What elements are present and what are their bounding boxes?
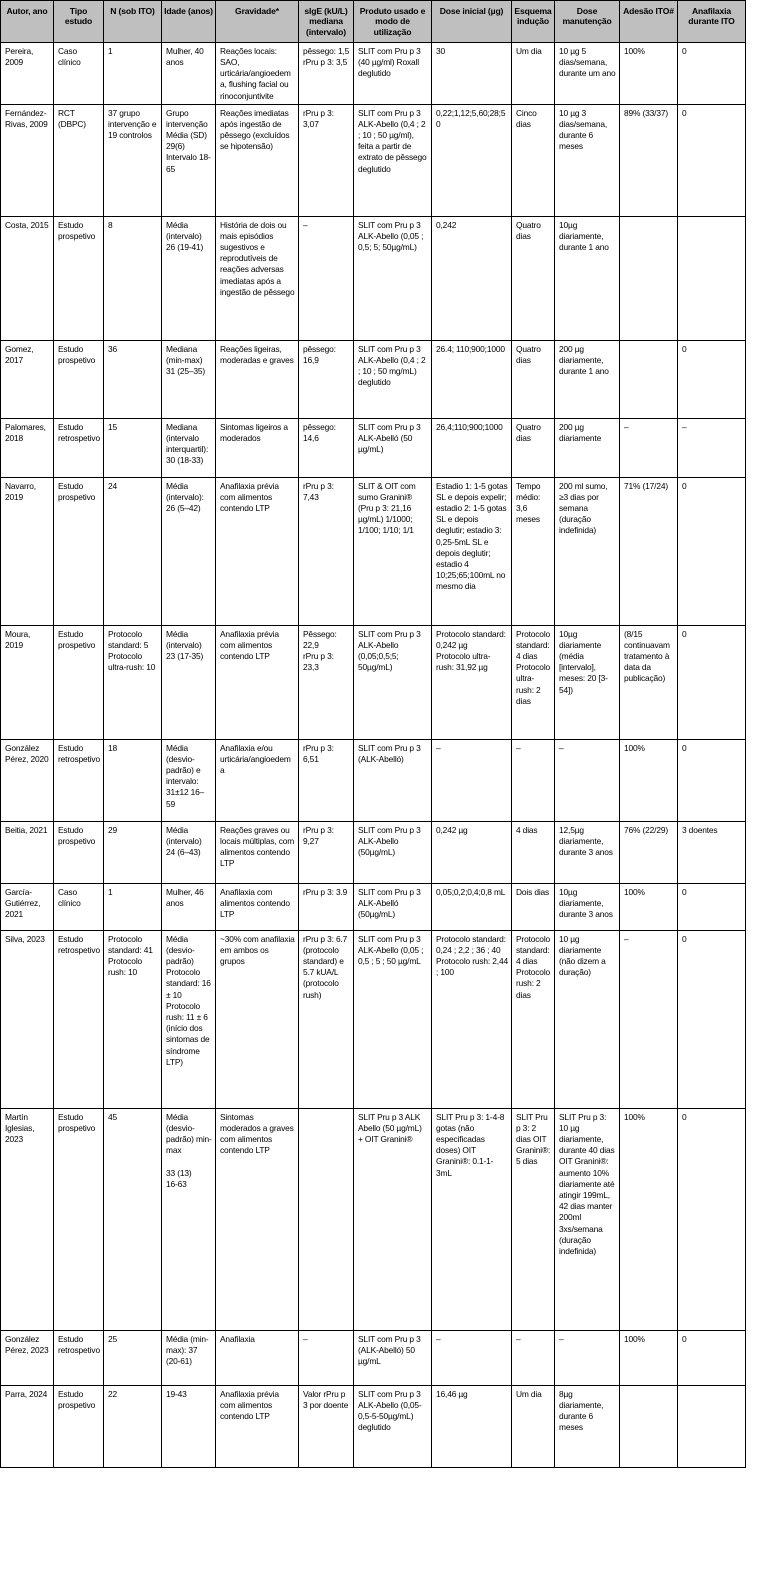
- table-cell: Parra, 2024: [1, 1385, 54, 1467]
- table-cell: Palomares, 2018: [1, 418, 54, 477]
- table-cell: História de dois ou mais episódios sugestivos e reprodutíveis de reações adversas imediatas após a ingestão de pêssego: [216, 216, 299, 340]
- table-cell: 24: [104, 477, 162, 625]
- table-cell: rPru p 3: 3.9: [299, 883, 354, 930]
- column-header: Produto usado e modo de utilização: [354, 1, 432, 43]
- table-cell: –: [620, 418, 678, 477]
- table-cell: Mediana (intervalo interquartil): 30 (18-33): [162, 418, 216, 477]
- table-cell: 0: [678, 739, 746, 821]
- column-header: Adesão ITO#: [620, 1, 678, 43]
- table-cell: Média (desvio-padrão) min-max 33 (13) 16-63: [162, 1108, 216, 1330]
- table-cell: 37 grupo intervenção e 19 controlos: [104, 104, 162, 216]
- table-cell: SLIT Pru p 3: 2 dias OIT Granini®: 5 dias: [512, 1108, 555, 1330]
- table-cell: –: [299, 216, 354, 340]
- table-cell: 10µg diariamente, durante 3 anos: [555, 883, 620, 930]
- table-cell: Gomez, 2017: [1, 340, 54, 418]
- table-row: [1, 1108, 746, 1330]
- table-cell: Valor rPru p 3 por doente: [299, 1385, 354, 1467]
- table-cell: SLIT com Pru p 3 ALK-Abello (0,05;0,5;5; 50µg/mL): [354, 625, 432, 739]
- table-cell: Fernández-Rivas, 2009: [1, 104, 54, 216]
- table-cell: 1: [104, 42, 162, 104]
- table-cell: 3 doentes: [678, 821, 746, 883]
- table-cell: Reações graves ou locais múltiplas, com alimentos contendo LTP: [216, 821, 299, 883]
- column-header: Esquema indução: [512, 1, 555, 43]
- table-cell: 10 µg diariamente (não dizem a duração): [555, 930, 620, 1108]
- table-cell: 76% (22/29): [620, 821, 678, 883]
- table-cell: SLIT Pru p 3: 1-4-8 gotas (não especificadas doses) OIT Granini®: 0.1-1-3mL: [432, 1108, 512, 1330]
- table-cell: rPru p 3: 6,51: [299, 739, 354, 821]
- table-cell: SLIT com Pru p 3 ALK-Abelló (50µg/mL): [354, 883, 432, 930]
- table-cell: 0: [678, 1330, 746, 1385]
- table-cell: Anafilaxia e/ou urticária/angioedema: [216, 739, 299, 821]
- table-cell: Estudo prospetivo: [54, 340, 104, 418]
- table-cell: –: [432, 1330, 512, 1385]
- table-cell: SLIT com Pru p 3 ALK-Abello (0,4 ; 2 ; 10 ; 50 mg/mL) deglutido: [354, 340, 432, 418]
- table-cell: SLIT com Pru p 3 (ALK-Abelló) 50 µg/mL: [354, 1330, 432, 1385]
- table-cell: Quatro dias: [512, 340, 555, 418]
- table-cell: Moura, 2019: [1, 625, 54, 739]
- table-cell: RCT (DBPC): [54, 104, 104, 216]
- table-cell: 71% (17/24): [620, 477, 678, 625]
- table-body: [1, 42, 746, 1467]
- table-cell: 4 dias: [512, 821, 555, 883]
- table-cell: Protocolo standard: 5 Protocolo ultra-rush: 10: [104, 625, 162, 739]
- column-header: Tipo estudo: [54, 1, 104, 43]
- table-row: [1, 477, 746, 625]
- table-cell: [620, 1385, 678, 1467]
- table-cell: Estudo prospetivo: [54, 477, 104, 625]
- table-row: [1, 930, 746, 1108]
- table-cell: (8/15 continuavam tratamento à data da publicação): [620, 625, 678, 739]
- table-cell: Protocolo standard: 0,242 µg Protocolo ultra-rush: 31,92 µg: [432, 625, 512, 739]
- table-cell: Anafilaxia prévia com alimentos contendo LTP: [216, 477, 299, 625]
- table-cell: 0,22;1,12;5,60;28;50: [432, 104, 512, 216]
- table-cell: 0: [678, 883, 746, 930]
- table-cell: 100%: [620, 739, 678, 821]
- table-cell: Pereira, 2009: [1, 42, 54, 104]
- table-cell: 0: [678, 930, 746, 1108]
- table-cell: 200 µg diariamente, durante 1 ano: [555, 340, 620, 418]
- column-header: sIgE (kU/L) mediana (intervalo): [299, 1, 354, 43]
- table-cell: 100%: [620, 1330, 678, 1385]
- table-row: [1, 883, 746, 930]
- table-cell: rPru p 3: 3,07: [299, 104, 354, 216]
- table-cell: Costa, 2015: [1, 216, 54, 340]
- table-cell: Grupo intervenção Média (SD) 29(6) Intervalo 18-65: [162, 104, 216, 216]
- table-cell: Mediana (min-max) 31 (25–35): [162, 340, 216, 418]
- column-header: Anafilaxia durante ITO: [678, 1, 746, 43]
- table-cell: 26.4; 110;900;1000: [432, 340, 512, 418]
- table-cell: 10 µg 5 dias/semana, durante um ano: [555, 42, 620, 104]
- table-row: [1, 104, 746, 216]
- table-cell: SLIT com Pru p 3 ALK-Abello (0,4 ; 2 ; 10 ; 50 µg/ml), feita a partir de extrato de pêssego deglutido: [354, 104, 432, 216]
- table-cell: 8: [104, 216, 162, 340]
- table-cell: Sintomas ligeiros a moderados: [216, 418, 299, 477]
- table-cell: Anafilaxia prévia com alimentos contendo LTP: [216, 1385, 299, 1467]
- table-cell: Estudo retrospetivo: [54, 930, 104, 1108]
- table-cell: Tempo médio: 3,6 meses: [512, 477, 555, 625]
- table-cell: –: [620, 930, 678, 1108]
- table-cell: 30: [432, 42, 512, 104]
- table-cell: 89% (33/37): [620, 104, 678, 216]
- table-cell: Anafilaxia: [216, 1330, 299, 1385]
- table-cell: rPru p 3: 6.7 (protocolo standard) e 5.7 kUA/L (protocolo rush): [299, 930, 354, 1108]
- table-cell: 100%: [620, 883, 678, 930]
- table-cell: 0: [678, 1108, 746, 1330]
- table-cell: Sintomas moderados a graves com alimentos contendo LTP: [216, 1108, 299, 1330]
- table-cell: [620, 216, 678, 340]
- table-cell: 200 ml sumo, ≥3 dias por semana (duração indefinida): [555, 477, 620, 625]
- table-row: [1, 739, 746, 821]
- table-cell: pêssego: 14,6: [299, 418, 354, 477]
- table-cell: 0,242 µg: [432, 821, 512, 883]
- table-cell: Estudo prospetivo: [54, 1108, 104, 1330]
- table-cell: Estudo prospetivo: [54, 625, 104, 739]
- table-cell: 10µg diariamente, durante 1 ano: [555, 216, 620, 340]
- table-cell: 36: [104, 340, 162, 418]
- table-cell: 19-43: [162, 1385, 216, 1467]
- table-cell: Protocolo standard: 4 dias Protocolo ultra-rush: 2 dias: [512, 625, 555, 739]
- table-cell: Estadio 1: 1-5 gotas SL e depois expelir; estadio 2: 1-5 gotas SL e depois deglutir; estadio 3: 0,25-5mL SL e depois deglutir; estadio 4 10;25;65;100mL no mesmo dia: [432, 477, 512, 625]
- table-cell: 25: [104, 1330, 162, 1385]
- table-cell: Caso clínico: [54, 42, 104, 104]
- table-cell: Anafilaxia prévia com alimentos contendo LTP: [216, 625, 299, 739]
- table-cell: SLIT com Pru p 3 ALK-Abello (0,05 ; 0,5 ; 5 ; 50 µg/mL: [354, 930, 432, 1108]
- table-row: [1, 1330, 746, 1385]
- table-cell: Quatro dias: [512, 418, 555, 477]
- table-row: [1, 625, 746, 739]
- table-cell: Silva, 2023: [1, 930, 54, 1108]
- table-cell: –: [432, 739, 512, 821]
- table-cell: Estudo retrospetivo: [54, 739, 104, 821]
- table-cell: SLIT Pru p 3 ALK Abello (50 µg/mL) + OIT Granini®: [354, 1108, 432, 1330]
- table-cell: Caso clínico: [54, 883, 104, 930]
- table-cell: [678, 216, 746, 340]
- table-cell: Reações ligeiras, moderadas e graves: [216, 340, 299, 418]
- table-row: [1, 418, 746, 477]
- column-header: Idade (anos): [162, 1, 216, 43]
- table-cell: Média (intervalo) 23 (17-35): [162, 625, 216, 739]
- table-cell: Média (min-max): 37 (20-61): [162, 1330, 216, 1385]
- table-cell: –: [555, 739, 620, 821]
- column-header: N (sob ITO): [104, 1, 162, 43]
- table-cell: 100%: [620, 42, 678, 104]
- table-row: [1, 340, 746, 418]
- table-cell: 0: [678, 340, 746, 418]
- table-cell: Mulher, 40 anos: [162, 42, 216, 104]
- table-cell: rPru p 3: 9,27: [299, 821, 354, 883]
- table-cell: Mulher, 46 anos: [162, 883, 216, 930]
- table-cell: Um dia: [512, 42, 555, 104]
- table-cell: 26,4;110;900;1000: [432, 418, 512, 477]
- table-cell: 45: [104, 1108, 162, 1330]
- table-cell: 1: [104, 883, 162, 930]
- table-cell: Estudo retrospetivo: [54, 1330, 104, 1385]
- table-cell: 12,5µg diariamente, durante 3 anos: [555, 821, 620, 883]
- table-cell: SLIT com Pru p 3 (ALK-Abelló): [354, 739, 432, 821]
- table-cell: 200 µg diariamente: [555, 418, 620, 477]
- table-cell: 29: [104, 821, 162, 883]
- table-cell: 0: [678, 625, 746, 739]
- table-cell: Média (desvio-padrão) Protocolo standard: 16 ± 10 Protocolo rush: 11 ± 6 (início dos sintomas de síndrome LTP): [162, 930, 216, 1108]
- table-cell: Média (intervalo) 24 (6–43): [162, 821, 216, 883]
- table-cell: –: [512, 1330, 555, 1385]
- table-cell: Média (desvio-padrão) e intervalo: 31±12 16–59: [162, 739, 216, 821]
- table-cell: 100%: [620, 1108, 678, 1330]
- table-cell: Estudo prospetivo: [54, 821, 104, 883]
- table-cell: 0: [678, 477, 746, 625]
- table-cell: Estudo prospetivo: [54, 1385, 104, 1467]
- table-cell: Beitia, 2021: [1, 821, 54, 883]
- column-header: Dose inicial (µg): [432, 1, 512, 43]
- table-cell: Estudo prospetivo: [54, 216, 104, 340]
- table-cell: –: [299, 1330, 354, 1385]
- table-cell: 16,46 µg: [432, 1385, 512, 1467]
- table-cell: [620, 340, 678, 418]
- table-cell: Reações imediatas após ingestão de pêssego (excluídos se hipotensão): [216, 104, 299, 216]
- table-cell: SLIT com Pru p 3 ALK-Abello (0,05-0,5-5-50µg/mL) deglutido: [354, 1385, 432, 1467]
- column-header: Dose manutenção: [555, 1, 620, 43]
- table-cell: 22: [104, 1385, 162, 1467]
- table-cell: SLIT & OIT com sumo Granini® (Pru p 3: 21,16 µg/mL) 1/1000; 1/100; 1/10; 1/1: [354, 477, 432, 625]
- table-cell: rPru p 3: 7,43: [299, 477, 354, 625]
- table-cell: pêssego: 16,9: [299, 340, 354, 418]
- table-cell: Quatro dias: [512, 216, 555, 340]
- table-cell: 0: [678, 104, 746, 216]
- table-cell: 8µg diariamente, durante 6 meses: [555, 1385, 620, 1467]
- table-cell: González Pérez, 2023: [1, 1330, 54, 1385]
- table-row: [1, 216, 746, 340]
- table-row: [1, 42, 746, 104]
- table-cell: González Pérez, 2020: [1, 739, 54, 821]
- table-cell: 10µg diariamente (média [intervalo], meses: 20 [3-54]): [555, 625, 620, 739]
- table-cell: Cinco dias: [512, 104, 555, 216]
- table-cell: [678, 1385, 746, 1467]
- column-header: Gravidade*: [216, 1, 299, 43]
- table-cell: ~30% com anafilaxia em ambos os grupos: [216, 930, 299, 1108]
- table-cell: Navarro, 2019: [1, 477, 54, 625]
- table-row: [1, 1385, 746, 1467]
- table-cell: 15: [104, 418, 162, 477]
- table-cell: Média (intervalo) 26 (19-41): [162, 216, 216, 340]
- table-cell: SLIT com Pru p 3 ALK-Abello (0,05 ; 0,5; 5; 50µg/mL): [354, 216, 432, 340]
- table-cell: Média (intervalo): 26 (5–42): [162, 477, 216, 625]
- table-cell: Protocolo standard: 41 Protocolo rush: 10: [104, 930, 162, 1108]
- table-cell: 18: [104, 739, 162, 821]
- table-cell: Reações locais: SAO, urticária/angioedema, flushing facial ou rinoconjuntivite: [216, 42, 299, 104]
- table-cell: SLIT com Pru p 3 ALK-Abelló (50 µg/mL): [354, 418, 432, 477]
- table-cell: pêssego: 1,5 rPru p 3: 3,5: [299, 42, 354, 104]
- table-header-row: [1, 1, 746, 43]
- table-cell: Estudo retrospetivo: [54, 418, 104, 477]
- table-cell: –: [678, 418, 746, 477]
- table-cell: 0,05;0,2;0,4;0,8 mL: [432, 883, 512, 930]
- table-cell: Dois dias: [512, 883, 555, 930]
- table-cell: Anafilaxia com alimentos contendo LTP: [216, 883, 299, 930]
- table-cell: [299, 1108, 354, 1330]
- column-header: Autor, ano: [1, 1, 54, 43]
- table-cell: SLIT com Pru p 3 ALK-Abello (50µg/mL): [354, 821, 432, 883]
- table-cell: –: [512, 739, 555, 821]
- table-cell: –: [555, 1330, 620, 1385]
- table-row: [1, 821, 746, 883]
- table-cell: 0: [678, 42, 746, 104]
- table-cell: Martín Iglesias, 2023: [1, 1108, 54, 1330]
- table-cell: SLIT Pru p 3: 10 µg diariamente, durante 40 dias OIT Granini®: aumento 10% diariamente até atingir 199mL, 42 dias manter 200ml 3xs/semana (duração indefinida): [555, 1108, 620, 1330]
- table-cell: Um dia: [512, 1385, 555, 1467]
- table-cell: 10 µg 3 dias/semana, durante 6 meses: [555, 104, 620, 216]
- table-cell: 0,242: [432, 216, 512, 340]
- table-cell: Protocolo standard: 0,24 ; 2,2 ; 36 ; 40 Protocolo rush: 2,44 ; 100: [432, 930, 512, 1108]
- table-cell: García-Gutiérrez, 2021: [1, 883, 54, 930]
- table-cell: Protocolo standard: 4 dias Protocolo rush: 2 dias: [512, 930, 555, 1108]
- table-cell: SLIT com Pru p 3 (40 µg/ml) Roxall deglutido: [354, 42, 432, 104]
- table-cell: Pêssego: 22,9 rPru p 3: 23,3: [299, 625, 354, 739]
